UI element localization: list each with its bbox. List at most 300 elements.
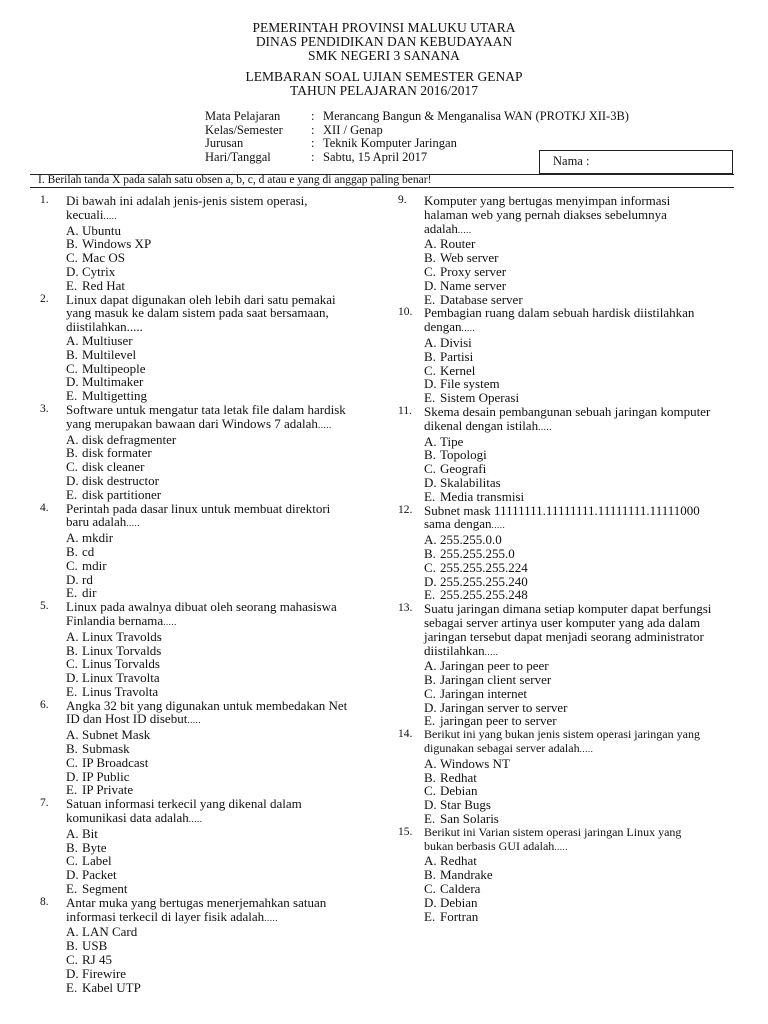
- question-5: [40, 600, 370, 699]
- question-text: yang masuk ke dalam sistem pada saat bersamaan,: [66, 305, 329, 321]
- option-letter: C.: [66, 459, 78, 475]
- option-letter: E.: [424, 488, 436, 504]
- option-text: IP Public: [82, 768, 130, 784]
- option-text: Proxy server: [440, 263, 507, 279]
- question-text-line: [424, 602, 738, 616]
- question-13: [398, 602, 738, 728]
- option-text: Topologi: [440, 447, 487, 463]
- question-6: [40, 699, 370, 798]
- answer-option[interactable]: [424, 251, 738, 265]
- option-text: Name server: [440, 277, 507, 293]
- question-text: Suatu jaringan dimana setiap komputer dapat berfungsi: [424, 601, 712, 617]
- answer-option[interactable]: [66, 474, 370, 488]
- question-text: Linux dapat digunakan oleh lebih dari satu pemakai: [66, 291, 336, 307]
- option-text: Caldera: [440, 881, 481, 897]
- option-letter: C.: [424, 881, 436, 897]
- answer-blank-dots: .....: [457, 224, 472, 235]
- header-exam-title: LEMBARAN SOAL UJIAN SEMESTER GENAP: [245, 69, 523, 84]
- answer-option[interactable]: [66, 531, 370, 545]
- answer-option[interactable]: [66, 362, 370, 376]
- option-text: cd: [82, 543, 95, 559]
- question-text-line: [424, 419, 738, 435]
- option-letter: B.: [66, 346, 78, 362]
- answer-option[interactable]: [66, 559, 370, 573]
- question-number: 2.: [40, 292, 49, 305]
- option-text: IP Broadcast: [82, 754, 149, 770]
- divider-bottom: [30, 187, 734, 188]
- option-letter: E.: [66, 585, 78, 601]
- option-text: Multiuser: [82, 332, 133, 348]
- option-text: Fortran: [440, 908, 479, 924]
- answer-option[interactable]: [424, 547, 738, 561]
- answer-blank-dots: .....: [538, 421, 552, 432]
- answer-option[interactable]: [424, 868, 738, 882]
- answer-option[interactable]: [424, 687, 738, 701]
- answer-option[interactable]: [424, 490, 738, 504]
- answer-option[interactable]: [66, 573, 370, 587]
- option-letter: B.: [424, 769, 436, 785]
- question-text-line: [66, 515, 370, 531]
- question-text-line: [424, 840, 738, 855]
- answer-option[interactable]: [66, 644, 370, 658]
- exam-info-subject: [205, 110, 629, 124]
- answer-blank-dots: .....: [484, 646, 499, 657]
- option-letter: C.: [424, 263, 436, 279]
- option-letter: C.: [424, 783, 436, 799]
- question-number: 3.: [40, 402, 49, 415]
- answer-option[interactable]: [66, 827, 370, 841]
- question-text-line: [66, 502, 370, 516]
- option-letter: D.: [424, 474, 437, 490]
- option-letter: A.: [66, 332, 79, 348]
- option-letter: E.: [424, 390, 436, 406]
- question-14: [398, 728, 738, 826]
- answer-option[interactable]: [66, 728, 370, 742]
- question-11: [398, 405, 738, 504]
- meta-separator: :: [311, 122, 315, 137]
- answer-option[interactable]: [424, 476, 738, 490]
- answer-option[interactable]: [66, 348, 370, 362]
- answer-option[interactable]: [424, 391, 738, 405]
- option-text: Redhat: [440, 853, 477, 869]
- option-letter: B.: [66, 445, 78, 461]
- header-academic-year: TAHUN PELAJARAN 2016/2017: [290, 83, 478, 98]
- answer-option[interactable]: [66, 939, 370, 953]
- option-text: jaringan peer to server: [440, 713, 557, 729]
- option-text: Packet: [82, 867, 117, 883]
- option-letter: D.: [424, 376, 437, 392]
- answer-option[interactable]: [424, 798, 738, 812]
- option-text: Firewire: [82, 965, 127, 981]
- question-number: 4.: [40, 501, 49, 514]
- option-letter: A.: [66, 628, 79, 644]
- option-letter: E.: [66, 277, 78, 293]
- meta-value: Sabtu, 15 April 2017: [323, 149, 428, 164]
- question-text-line: [66, 712, 370, 728]
- option-text: LAN Card: [82, 924, 138, 940]
- option-letter: A.: [424, 658, 437, 674]
- option-text: Debian: [440, 783, 478, 799]
- meta-separator: :: [311, 149, 315, 164]
- option-letter: C.: [424, 362, 436, 378]
- answer-option[interactable]: [424, 350, 738, 364]
- option-text: Red Hat: [82, 277, 125, 293]
- answer-option[interactable]: [66, 433, 370, 447]
- option-letter: E.: [66, 881, 78, 897]
- answer-option[interactable]: [66, 460, 370, 474]
- question-text-line: [424, 306, 738, 320]
- question-8: [40, 896, 370, 995]
- question-15: [398, 826, 738, 924]
- question-text: baru adalah: [66, 514, 127, 530]
- option-letter: E.: [424, 291, 436, 307]
- answer-option[interactable]: [66, 237, 370, 251]
- option-letter: B.: [66, 543, 78, 559]
- question-text: jaringan tersebut dapat menjadi seorang administrator: [424, 628, 704, 644]
- question-number: 11.: [398, 404, 412, 417]
- question-text: kecuali: [66, 206, 104, 222]
- question-text-line: [66, 208, 370, 224]
- answer-option[interactable]: [66, 586, 370, 600]
- option-letter: C.: [424, 685, 436, 701]
- option-text: Windows NT: [440, 755, 510, 771]
- question-text: dikenal dengan istilah: [424, 417, 539, 433]
- option-text: Media transmisi: [440, 488, 525, 504]
- question-number: 12.: [398, 503, 413, 516]
- answer-option[interactable]: [66, 224, 370, 238]
- question-number: 13.: [398, 602, 413, 615]
- question-text: ID dan Host ID disebut: [66, 711, 188, 727]
- answer-option[interactable]: [424, 435, 738, 449]
- option-text: Divisi: [440, 334, 472, 350]
- option-text: dir: [82, 585, 97, 601]
- option-letter: A.: [66, 530, 79, 546]
- option-text: Web server: [440, 250, 499, 266]
- question-text-line: [66, 614, 370, 630]
- option-letter: D.: [66, 571, 79, 587]
- option-letter: E.: [66, 683, 78, 699]
- question-text-line: [424, 517, 738, 533]
- answer-option[interactable]: [66, 251, 370, 265]
- option-letter: B.: [66, 642, 78, 658]
- meta-separator: :: [311, 109, 315, 123]
- answer-blank-dots: .....: [554, 841, 569, 852]
- question-text: adalah: [424, 220, 458, 236]
- answer-option[interactable]: [424, 575, 738, 589]
- meta-value: Teknik Komputer Jaringan: [323, 136, 457, 150]
- answer-option[interactable]: [66, 756, 370, 770]
- question-number: 10.: [398, 306, 413, 319]
- question-text-line: [66, 811, 370, 827]
- option-text: Linux Travolta: [82, 670, 160, 686]
- question-text-line: [424, 208, 738, 222]
- option-text: Byte: [82, 839, 107, 855]
- option-letter: C.: [424, 461, 436, 477]
- option-letter: B.: [424, 672, 436, 688]
- answer-option[interactable]: [66, 868, 370, 882]
- question-7: [40, 797, 370, 896]
- option-text: Sistem Operasi: [440, 390, 520, 406]
- option-text: Star Bugs: [440, 797, 491, 813]
- question-text: sama dengan: [424, 516, 492, 532]
- option-letter: C.: [66, 360, 78, 376]
- answer-option[interactable]: [424, 533, 738, 547]
- question-text: Berikut ini yang bukan jenis sistem operasi jaringan yang: [424, 727, 700, 742]
- question-number: 6.: [40, 698, 49, 711]
- answer-option[interactable]: [66, 334, 370, 348]
- option-text: Jaringan client server: [440, 672, 552, 688]
- answer-blank-dots: .....: [188, 814, 203, 825]
- answer-option[interactable]: [424, 293, 738, 307]
- answer-option[interactable]: [424, 771, 738, 785]
- answer-option[interactable]: [66, 783, 370, 797]
- option-letter: D.: [66, 263, 79, 279]
- option-text: IP Private: [82, 782, 134, 798]
- question-text: Software untuk mengatur tata letak file dalam hardisk: [66, 401, 346, 417]
- option-letter: B.: [424, 250, 436, 266]
- answer-option[interactable]: [424, 854, 738, 868]
- question-text-line: [66, 797, 370, 811]
- option-text: San Solaris: [440, 811, 499, 827]
- option-letter: B.: [66, 236, 78, 252]
- question-text: informasi terkecil di layer fisik adalah: [66, 908, 265, 924]
- option-text: Submask: [82, 741, 130, 757]
- question-9: [398, 194, 738, 306]
- option-letter: E.: [66, 486, 78, 502]
- option-text: disk defragmenter: [82, 431, 177, 447]
- question-text-line: [66, 699, 370, 713]
- option-text: 255.255.255.0: [440, 545, 515, 561]
- question-number: 9.: [398, 194, 407, 206]
- option-letter: E.: [424, 587, 436, 603]
- option-letter: E.: [424, 908, 436, 924]
- option-text: Debian: [440, 894, 478, 910]
- question-text-line: [66, 306, 370, 320]
- option-text: Subnet Mask: [82, 727, 151, 743]
- option-letter: C.: [66, 557, 78, 573]
- option-text: disk partitioner: [82, 486, 162, 502]
- question-text-line: [66, 910, 370, 926]
- answer-option[interactable]: [66, 657, 370, 671]
- option-letter: A.: [66, 431, 79, 447]
- meta-value: XII / Genap: [323, 122, 383, 137]
- answer-option[interactable]: [424, 812, 738, 826]
- answer-option[interactable]: [66, 375, 370, 389]
- answer-option[interactable]: [424, 364, 738, 378]
- answer-option[interactable]: [66, 981, 370, 995]
- option-letter: D.: [424, 894, 437, 910]
- answer-option[interactable]: [424, 659, 738, 673]
- answer-blank-dots: .....: [491, 520, 506, 531]
- answer-option[interactable]: [66, 630, 370, 644]
- question-text: Komputer yang bertugas menyimpan informasi: [424, 193, 671, 208]
- question-text: sebagai server artinya user komputer yang ada dalam: [424, 614, 701, 630]
- option-letter: A.: [424, 532, 437, 548]
- option-text: Label: [82, 853, 112, 869]
- option-letter: E.: [66, 388, 78, 404]
- answer-option[interactable]: [424, 757, 738, 771]
- question-text-line: [424, 742, 738, 757]
- option-text: Mandrake: [440, 867, 493, 883]
- answer-option[interactable]: [66, 925, 370, 939]
- question-text-line: [424, 644, 738, 660]
- answer-option[interactable]: [424, 561, 738, 575]
- option-letter: A.: [424, 433, 437, 449]
- questions-left-column: [40, 194, 370, 994]
- questions-right-column: [398, 194, 738, 923]
- header-department: DINAS PENDIDIKAN DAN KEBUDAYAAN: [255, 34, 513, 49]
- option-text: Partisi: [440, 348, 474, 364]
- option-text: 255.255.255.224: [440, 559, 528, 575]
- answer-option[interactable]: [424, 336, 738, 350]
- option-text: mkdir: [82, 530, 114, 546]
- student-name-box[interactable]: [539, 150, 733, 174]
- answer-blank-dots: .....: [317, 419, 332, 430]
- option-letter: E.: [66, 979, 78, 995]
- question-text: Skema desain pembangunan sebuah jaringan komputer: [424, 403, 711, 419]
- option-letter: C.: [66, 754, 78, 770]
- question-1: [40, 194, 370, 293]
- option-letter: B.: [424, 545, 436, 561]
- answer-option[interactable]: [66, 967, 370, 981]
- answer-option[interactable]: [66, 671, 370, 685]
- option-letter: D.: [424, 699, 437, 715]
- question-text: bukan berbasis GUI adalah: [424, 838, 555, 853]
- answer-option[interactable]: [424, 784, 738, 798]
- answer-option[interactable]: [66, 770, 370, 784]
- option-letter: E.: [424, 713, 436, 729]
- answer-blank-dots: .....: [264, 912, 278, 923]
- exam-info-major: [205, 137, 629, 151]
- answer-option[interactable]: [424, 673, 738, 687]
- question-text: diistilahkan.....: [66, 319, 143, 335]
- meta-separator: :: [311, 136, 315, 150]
- question-text-line: [424, 405, 738, 419]
- question-text-line: [66, 320, 370, 334]
- option-text: Database server: [440, 291, 523, 307]
- option-text: Multigetting: [82, 388, 147, 404]
- option-text: Linus Torvalds: [82, 656, 160, 672]
- answer-option[interactable]: [424, 237, 738, 251]
- answer-option[interactable]: [66, 545, 370, 559]
- option-text: Kernel: [440, 362, 476, 378]
- question-text: Linux pada awalnya dibuat oleh seorang mahasiswa: [66, 599, 337, 615]
- answer-option[interactable]: [424, 265, 738, 279]
- answer-option[interactable]: [424, 377, 738, 391]
- answer-option[interactable]: [424, 896, 738, 910]
- option-text: rd: [82, 571, 93, 587]
- option-text: Skalabilitas: [440, 474, 501, 490]
- option-letter: D.: [424, 277, 437, 293]
- question-text: halaman web yang pernah diakses sebelumnya: [424, 206, 667, 222]
- option-letter: D.: [424, 573, 437, 589]
- question-12: [398, 504, 738, 603]
- question-number: 15.: [398, 825, 413, 838]
- question-text: yang merupakan bawaan dari Windows 7 adalah: [66, 415, 318, 431]
- answer-option[interactable]: [424, 714, 738, 728]
- question-text: Satuan informasi terkecil yang dikenal dalam: [66, 796, 302, 812]
- answer-option[interactable]: [66, 953, 370, 967]
- answer-option[interactable]: [424, 462, 738, 476]
- question-4: [40, 502, 370, 601]
- question-number: 5.: [40, 600, 49, 613]
- answer-option[interactable]: [424, 910, 738, 924]
- option-letter: B.: [66, 839, 78, 855]
- answer-option[interactable]: [66, 854, 370, 868]
- question-text: Pembagian ruang dalam sebuah hardisk diistilahkan: [424, 305, 695, 321]
- meta-label: Kelas/Semester: [205, 122, 283, 137]
- answer-option[interactable]: [424, 588, 738, 602]
- option-text: Kabel UTP: [82, 979, 141, 995]
- option-letter: D.: [424, 797, 437, 813]
- answer-option[interactable]: [424, 882, 738, 896]
- answer-option[interactable]: [66, 389, 370, 403]
- answer-option[interactable]: [66, 742, 370, 756]
- question-text-line: [424, 728, 738, 742]
- option-text: USB: [82, 938, 108, 954]
- option-text: Cytrix: [82, 263, 116, 279]
- question-text-line: [424, 222, 738, 238]
- answer-option[interactable]: [66, 279, 370, 293]
- option-text: disk destructor: [82, 472, 159, 488]
- answer-blank-dots: .....: [126, 518, 141, 529]
- question-text-line: [424, 194, 738, 208]
- answer-option[interactable]: [66, 685, 370, 699]
- option-letter: D.: [66, 374, 79, 390]
- question-text: Perintah pada dasar linux untuk membuat direktori: [66, 500, 331, 516]
- question-text: Di bawah ini adalah jenis-jenis sistem operasi,: [66, 193, 308, 208]
- option-letter: A.: [424, 334, 437, 350]
- question-2: [40, 293, 370, 403]
- option-text: Jaringan server to server: [440, 699, 568, 715]
- question-number: 8.: [40, 895, 49, 908]
- meta-label: Jurusan: [205, 136, 244, 150]
- option-text: Bit: [82, 825, 98, 841]
- question-text: Antar muka yang bertugas menerjemahkan satuan: [66, 894, 327, 910]
- answer-option[interactable]: [424, 279, 738, 293]
- option-text: disk formater: [82, 445, 152, 461]
- question-text-line: [66, 403, 370, 417]
- answer-option[interactable]: [66, 882, 370, 896]
- option-text: Multimaker: [82, 374, 144, 390]
- option-letter: C.: [66, 656, 78, 672]
- question-text-line: [424, 630, 738, 644]
- answer-option[interactable]: [66, 265, 370, 279]
- answer-blank-dots: .....: [187, 715, 202, 726]
- answer-option[interactable]: [424, 701, 738, 715]
- option-text: Router: [440, 236, 476, 252]
- answer-option[interactable]: [66, 841, 370, 855]
- answer-option[interactable]: [424, 448, 738, 462]
- answer-option[interactable]: [66, 488, 370, 502]
- option-letter: B.: [66, 741, 78, 757]
- option-text: Multilevel: [82, 346, 137, 362]
- option-letter: A.: [66, 825, 79, 841]
- option-text: Redhat: [440, 769, 477, 785]
- option-letter: B.: [66, 938, 78, 954]
- question-text-line: [66, 600, 370, 614]
- option-letter: C.: [66, 250, 78, 266]
- question-text: Berikut ini Varian sistem operasi jaringan Linux yang: [424, 824, 682, 839]
- header-government: PEMERINTAH PROVINSI MALUKU UTARA: [252, 20, 516, 35]
- question-text-line: [424, 504, 738, 518]
- answer-option[interactable]: [66, 446, 370, 460]
- option-letter: D.: [66, 670, 79, 686]
- option-text: Linus Travolta: [82, 683, 159, 699]
- option-text: 255.255.0.0: [440, 532, 502, 548]
- option-letter: D.: [66, 867, 79, 883]
- option-text: Linux Travolds: [82, 628, 162, 644]
